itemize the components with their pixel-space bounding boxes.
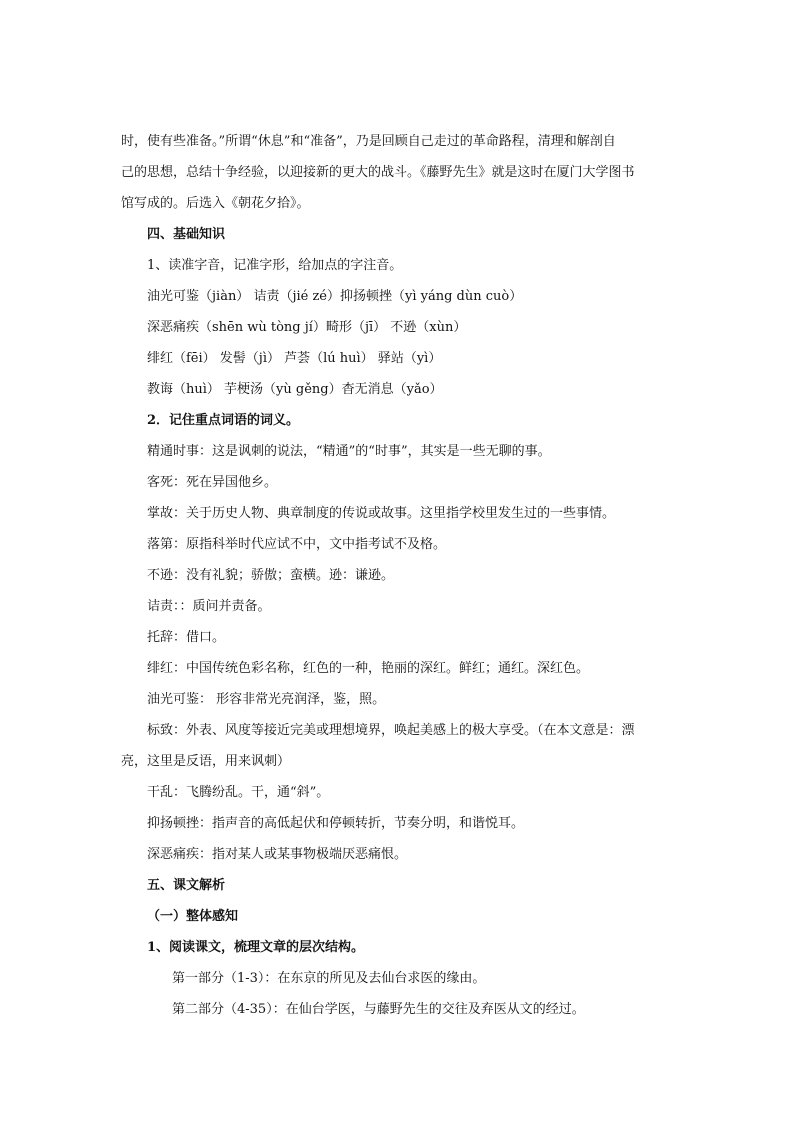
definition-item: 落第：原指科举时代应试不中，文中指考试不及格。 [147,537,447,552]
subheading-structure: 1、阅读课文，梳理文章的层次结构。 [147,940,365,955]
definition-item: 标致：外表、风度等接近完美或理想境界，唤起美感上的极大享受。（在本文意是：漂 [147,723,635,738]
definition-item: 掌故：关于历史人物、典章制度的传说或故事。这里指学校里发生过的一些事情。 [147,506,616,521]
definition-item: 客死：死在异国他乡。 [147,475,278,490]
subheading-overall: （一）整体感知 [147,909,239,924]
definition-item: 油光可鉴： 形容非常光亮润泽，鉴，照。 [147,692,386,707]
pinyin-row-1: 油光可鉴（jiàn） 诘责（jié zé）抑扬顿挫（yì yáng dùn cuò） [147,289,523,304]
paragraph-line-2: 己的思想，总结十争经验，以迎接新的更大的战斗。《藤野先生》就是这时在厦门大学图书 [121,165,635,180]
definition-item: 诘责：：质问并责备。 [147,599,271,614]
structure-part-1: 第一部分（1-3）：在东京的所见及去仙台求医的缘由。 [172,971,486,986]
paragraph-line-3: 馆写成的。后选入《朝花夕拾》。 [121,196,310,211]
subheading-vocabulary: 2．记住重点词语的词义。 [147,413,300,428]
pinyin-row-2: 深恶痛疾（shēn wù tòng jí）畸形（jī） 不逊（xùn） [147,320,467,335]
definition-item: 托辞：借口。 [147,630,226,645]
section-heading-basics: 四、基础知识 [147,227,226,242]
pinyin-row-3: 绯红（fēi） 发髻（jì） 芦荟（lú huì） 驿站（yì） [147,351,442,366]
subheading-pronunciation: 1、读准字音，记准字形，给加点的字注音。 [147,258,403,273]
paragraph-line-1: 时，使有些准备。”所谓“休息”和“准备”，乃是回顾自己走过的革命路程，清理和解剖自 [121,134,616,149]
definition-item: 不逊：没有礼貌；骄傲；蛮横。逊：谦逊。 [147,568,395,583]
pinyin-row-4: 教诲（huì） 芋梗汤（yù gěng）杳无消息（yǎo） [147,382,443,397]
definition-item: 干乱：飞腾纷乱。干，通“斜”。 [147,785,330,800]
section-heading-analysis: 五、课文解析 [147,878,226,893]
definition-item: 深恶痛疾：指对某人或某事物极端厌恶痛恨。 [147,847,408,862]
definition-item: 精通时事：这是讽刺的说法，“精通”的“时事”，其实是一些无聊的事。 [147,444,551,459]
definition-item: 绯红：中国传统色彩名称，红色的一种，艳丽的深红。鲜红；通红。深红色。 [147,661,590,676]
definition-item: 抑扬顿挫：指声音的高低起伏和停顿转折，节奏分明，和谐悦耳。 [147,816,525,831]
structure-part-2: 第二部分（4-35）：在仙台学医，与藤野先生的交往及弃医从文的经过。 [172,1002,585,1017]
definition-item-continued: 亮，这里是反语，用来讽刺） [121,754,291,769]
